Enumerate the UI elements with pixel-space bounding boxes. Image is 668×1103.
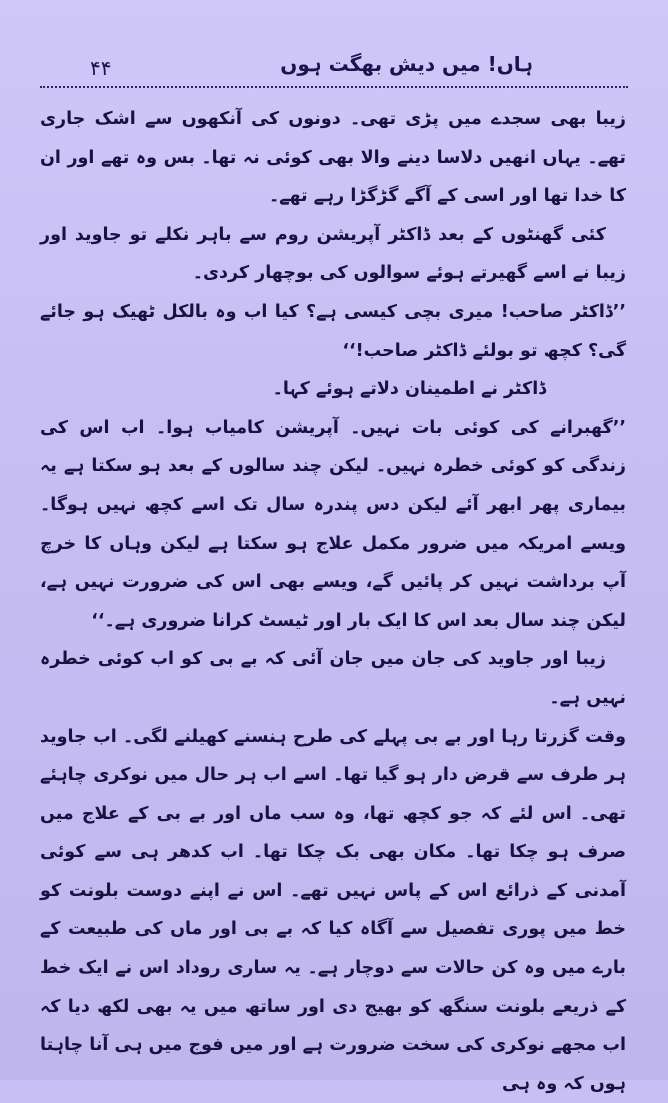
running-title: ہاں! میں دیش بھگت ہوں (280, 52, 533, 76)
paragraph-doctor-reply: ’’گھبرانے کی کوئی بات نہیں۔ آپریشن کامیاب ہوا۔ اب اس کی زندگی کو کوئی خطرہ نہیں۔ لیکن چند سالوں کے بعد ہو سکتا ہے یہ بیماری پھر ابھر آئے لیکن دس پندرہ سال تک اسے کچھ نہیں ہوگا۔ ویسے امریکہ میں ضرور مکمل علاج ہو سکتا ہے لیکن وہاں کا خرچ آپ برداشت نہیں کر پائیں گے، ویسے بھی اس کی ضرورت نہیں ہے، لیکن چند سال بعد اس کا ایک بار اور ٹیسٹ کرانا ضروری ہے۔‘‘ (40, 409, 626, 641)
paragraph-time-passes: وقت گزرتا رہا اور بے بی پہلے کی طرح ہنسنے کھیلنے لگی۔ اب جاوید ہر طرف سے قرض دار ہو گیا تھا۔ اسے اب ہر حال میں نوکری چاہئے تھی۔ اس لئے کہ جو کچھ تھا، وہ سب ماں اور بے بی کے علاج میں صرف ہو چکا تھا۔ مکان بھی بک چکا تھا۔ اب کدھر ہی سے کوئی آمدنی کے ذرائع اس کے پاس نہیں تھے۔ اس نے اپنے دوست بلونت کو خط میں پوری تفصیل سے آگاہ کیا کہ بے بی اور ماں کی طبیعت کے بارے میں وہ کن حالات سے دوچار ہے۔ یہ ساری روداد اس نے ایک خط کے ذریعے بلونت سنگھ کو بھیج دی اور ساتھ میں یہ بھی لکھ دیا کہ اب مجھے نوکری کی سخت ضرورت ہے اور میں فوج میں ہی آنا چاہتا ہوں کہ وہ ہی (40, 718, 626, 1103)
paragraph-doctor-reply-intro: ڈاکٹر نے اطمینان دلاتے ہوئے کہا۔ (40, 370, 626, 409)
paragraph-relief: زیبا اور جاوید کی جان میں جان آئی کہ بے بی کو اب کوئی خطرہ نہیں ہے۔ (40, 640, 626, 717)
page-body (40, 100, 626, 1103)
page-number: ۴۴ (90, 56, 111, 80)
paragraph-question: ’’ڈاکٹر صاحب! میری بچی کیسی ہے؟ کیا اب وہ بالکل ٹھیک ہو جائے گی؟ کچھ تو بولئے ڈاکٹر صاحب!‘‘ (40, 293, 626, 370)
paragraph-prayer: زیبا بھی سجدے میں پڑی تھی۔ دونوں کی آنکھوں سے اشک جاری تھے۔ یہاں انھیں دلاسا دینے والا بھی کوئی نہ تھا۔ بس وہ تھے اور ان کا خدا تھا اور اسی کے آگے گڑگڑا رہے تھے۔ (40, 100, 626, 216)
paragraph-doctor-exit: کئی گھنٹوں کے بعد ڈاکٹر آپریشن روم سے باہر نکلے تو جاوید اور زیبا نے اسے گھیرتے ہوئے سوالوں کی بوچھار کردی۔ (40, 216, 626, 293)
page-header (40, 46, 628, 94)
header-dotted-rule (40, 86, 628, 88)
